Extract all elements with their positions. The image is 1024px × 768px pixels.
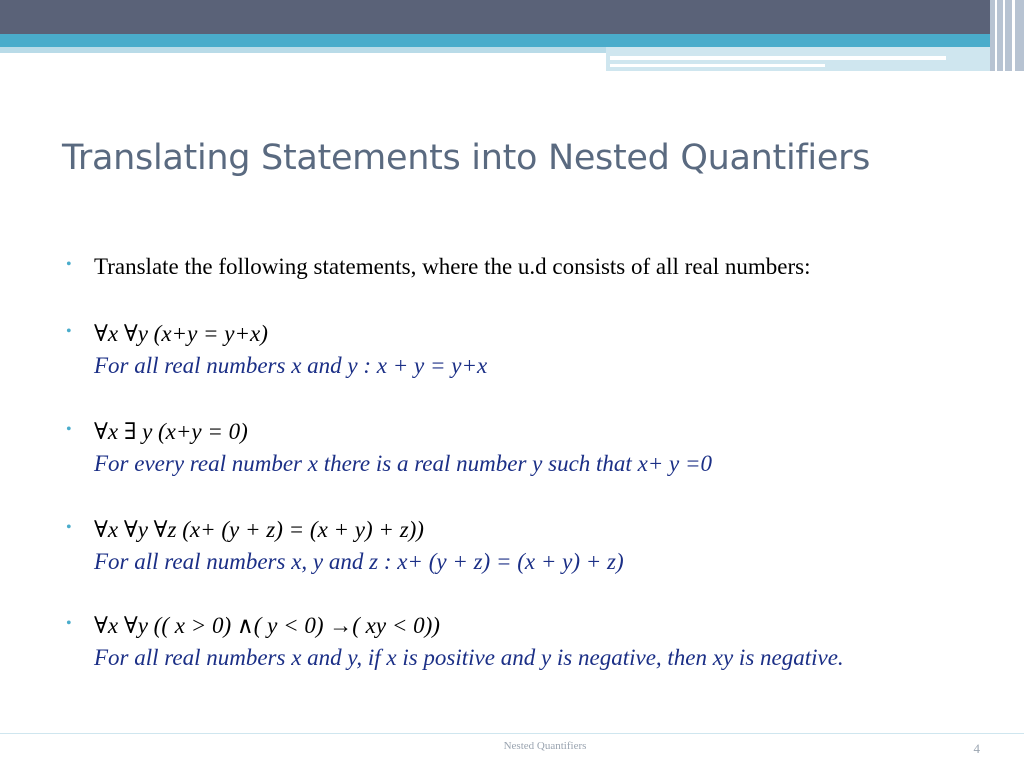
header-right-stripe [1003, 0, 1005, 71]
header-box-line [610, 64, 825, 67]
translation-text: For all real numbers x and y : x + y = y+x [94, 353, 488, 378]
header-band-dark [0, 0, 1024, 34]
bullet-icon: • [66, 615, 72, 632]
bullet-icon: • [66, 256, 72, 273]
bullet-item [66, 417, 966, 477]
intro-text: Translate the following statements, where the u.d consists of all real numbers: [94, 254, 811, 279]
slide-title: Translating Statements into Nested Quantifiers [62, 138, 871, 178]
slide-content [66, 252, 966, 671]
formula-text: ∀x ∀y ∀z (x+ (y + z) = (x + y) + z)) [94, 517, 424, 542]
bullet-icon: • [66, 421, 72, 438]
formula-text: ∀x ∀y (( x > 0) ∧( y < 0) →( xy < 0)) [94, 613, 440, 638]
bullet-item [66, 611, 966, 671]
bullet-icon: • [66, 519, 72, 536]
header-band-light [0, 47, 606, 53]
bullet-icon: • [66, 323, 72, 340]
footer-text: Nested Quantifiers [503, 740, 587, 752]
header-right-stripe [1012, 0, 1015, 71]
bullet-item-intro [66, 252, 966, 281]
header-band-blue [0, 34, 1024, 47]
formula-text: ∀x ∀y (x+y = y+x) [94, 321, 268, 346]
footer-divider [0, 733, 1024, 734]
header-box-line [610, 56, 946, 60]
translation-text: For all real numbers x, y and z : x+ (y + z) = (x + y) + z) [94, 549, 624, 574]
bullet-item [66, 319, 966, 379]
translation-text: For all real numbers x and y, if x is positive and y is negative, then xy is negative. [94, 645, 844, 670]
page-number: 4 [973, 741, 980, 756]
header-right-stripe [995, 0, 997, 71]
bullet-item [66, 515, 966, 575]
formula-text: ∀x ∃ y (x+y = 0) [94, 419, 248, 444]
translation-text: For every real number x there is a real number y such that x+ y =0 [94, 451, 713, 476]
